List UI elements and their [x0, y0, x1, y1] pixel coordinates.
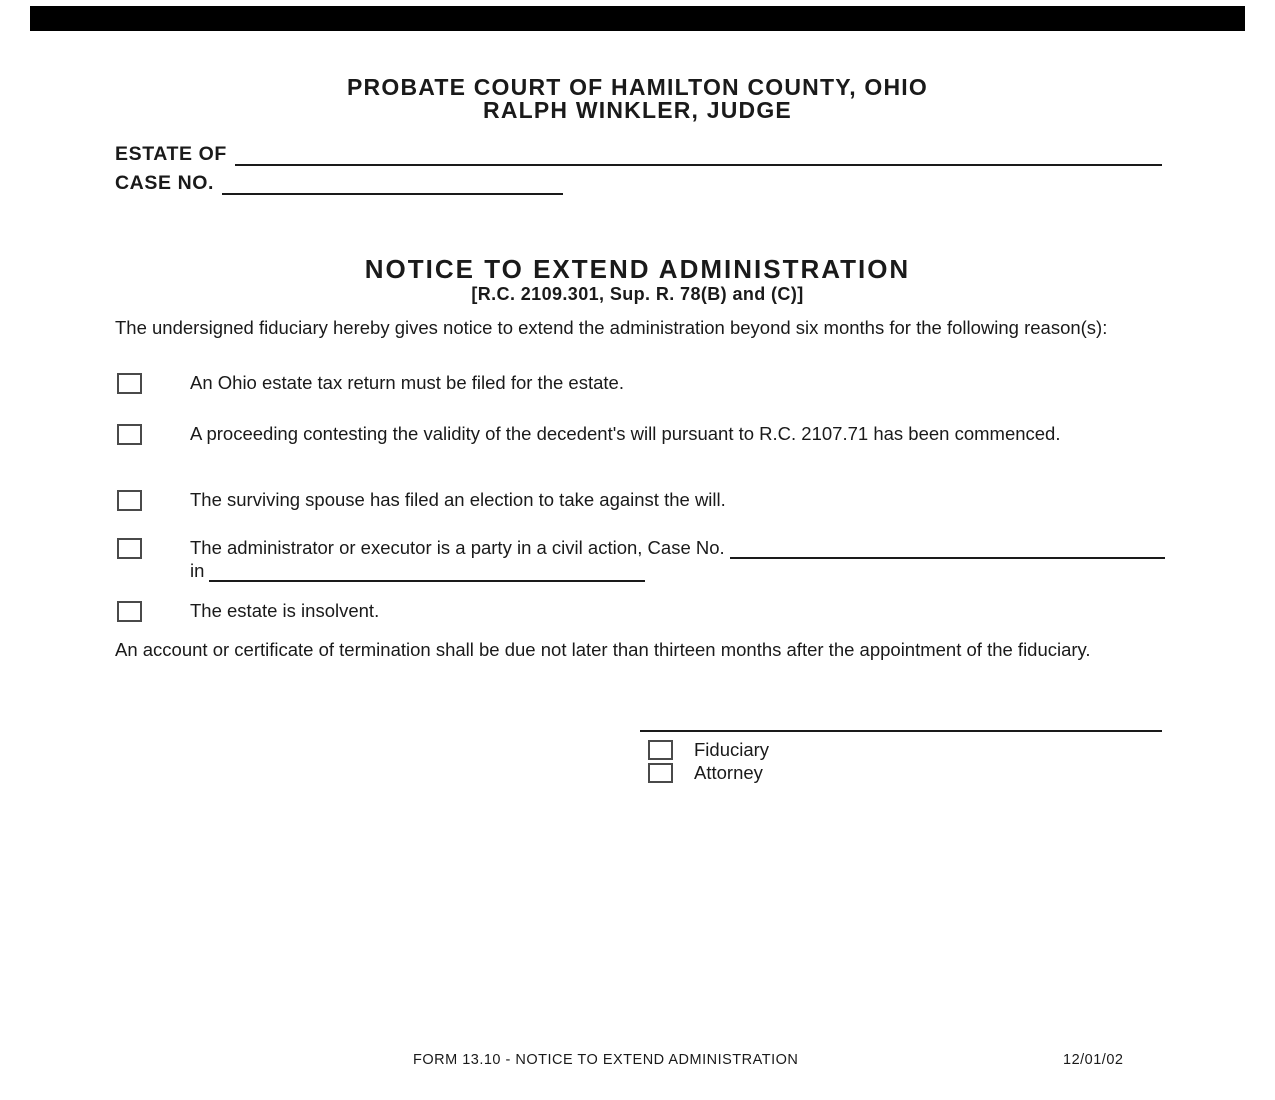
estate-of-field[interactable] [235, 143, 1162, 166]
footer-revision-date: 12/01/02 [1063, 1052, 1124, 1068]
reason-label: The administrator or executor is a party in a civil action, Case No. [190, 537, 725, 558]
reason-row-civil-action [117, 537, 1165, 582]
reason-row-insolvent [117, 600, 1120, 622]
civil-action-court-field[interactable] [209, 561, 645, 582]
reason-row-will-contest [117, 423, 1120, 445]
in-label: in [190, 560, 205, 581]
case-no-field[interactable] [222, 172, 563, 195]
checkbox-will-contest[interactable] [117, 424, 142, 445]
judge-name: RALPH WINKLER, JUDGE [483, 97, 792, 123]
case-no-row [115, 172, 563, 195]
checkbox-attorney[interactable] [648, 763, 673, 783]
reason-row-estate-tax [117, 372, 1120, 394]
attorney-label: Attorney [694, 762, 763, 783]
fiduciary-label: Fiduciary [694, 739, 770, 760]
signer-option-attorney [648, 762, 763, 783]
reason-label: A proceeding contesting the validity of the decedent's will pursuant to R.C. 2107.71 has been commenced. [190, 423, 1061, 444]
case-no-label: CASE NO. [115, 172, 215, 194]
intro-paragraph: The undersigned fiduciary hereby gives notice to extend the administration beyond six months for the following reason(s): [115, 317, 1108, 338]
checkbox-civil-action[interactable] [117, 538, 142, 559]
checkbox-estate-tax-return[interactable] [117, 373, 142, 394]
statute-citation: [R.C. 2109.301, Sup. R. 78(B) and (C)] [471, 284, 804, 304]
signature-field[interactable] [640, 710, 1162, 732]
reason-label: An Ohio estate tax return must be filed for the estate. [190, 372, 624, 393]
closing-paragraph: An account or certificate of termination shall be due not later than thirteen months after the appointment of the fiduciary. [115, 639, 1091, 660]
civil-action-line2 [190, 560, 645, 582]
footer-form-id: FORM 13.10 - NOTICE TO EXTEND ADMINISTRATION [413, 1052, 799, 1068]
court-name: PROBATE COURT OF HAMILTON COUNTY, OHIO [347, 74, 928, 100]
estate-of-row [115, 143, 1162, 166]
civil-action-case-no-field[interactable] [730, 538, 1165, 559]
checkbox-estate-insolvent[interactable] [117, 601, 142, 622]
civil-action-line1 [190, 537, 1165, 559]
reason-label: The estate is insolvent. [190, 600, 380, 621]
reason-row-spouse-election [117, 489, 1120, 511]
checkbox-fiduciary[interactable] [648, 740, 673, 760]
estate-of-label: ESTATE OF [115, 143, 227, 165]
reason-label: The surviving spouse has filed an election to take against the will. [190, 489, 726, 510]
signer-option-fiduciary [648, 739, 769, 760]
form-title: NOTICE TO EXTEND ADMINISTRATION [364, 254, 911, 284]
civil-action-body [190, 537, 1165, 582]
scan-artifact-bar [30, 6, 1245, 31]
checkbox-spouse-election[interactable] [117, 490, 142, 511]
court-header [0, 76, 1275, 122]
